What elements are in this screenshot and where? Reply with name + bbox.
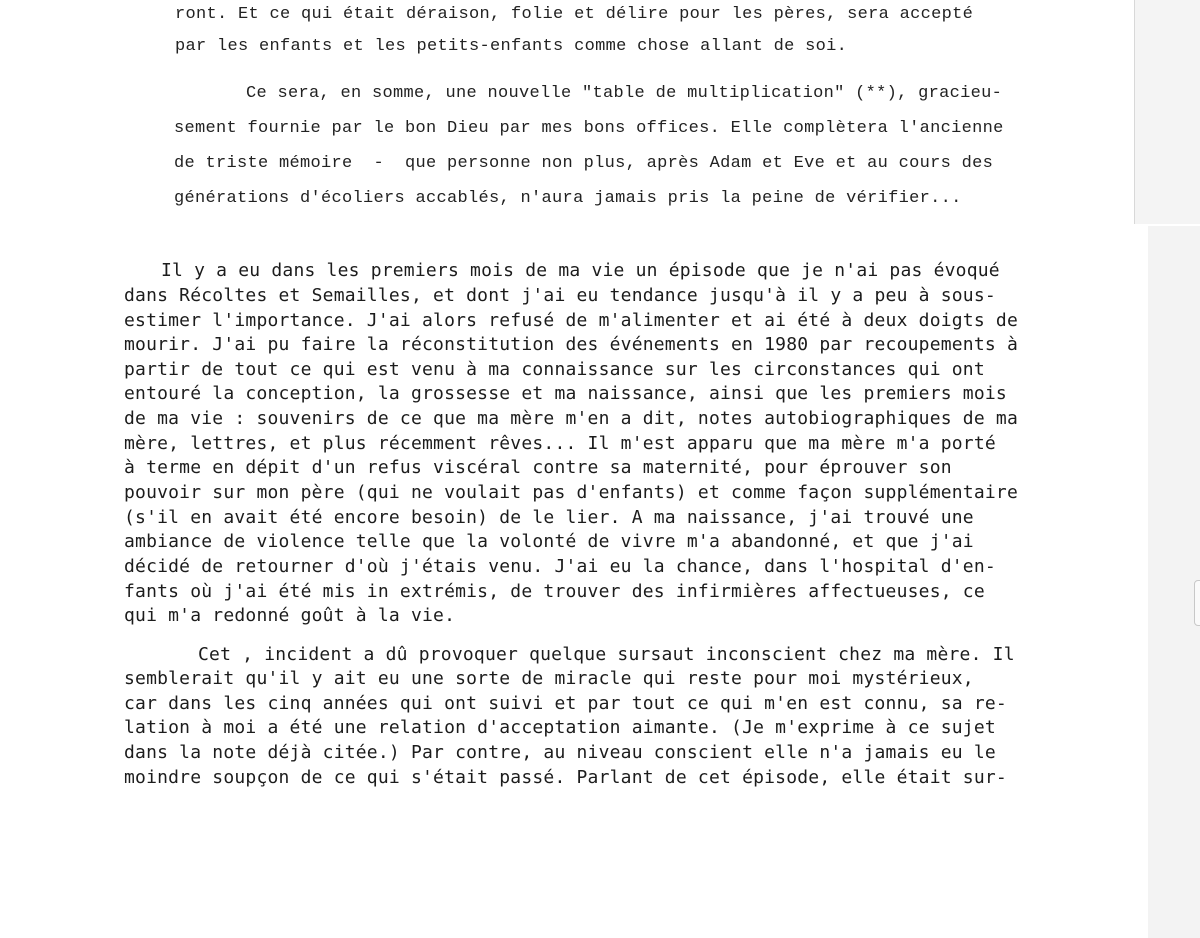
upper-p1-line: ront. Et ce qui était déraison, folie et délire pour les pères, sera accepté xyxy=(175,5,974,24)
lower-p1-line: dans Récoltes et Semailles, et dont j'ai eu tendance jusqu'à il y a peu à sous- xyxy=(124,285,996,306)
lower-p1-line: décidé de retourner d'où j'étais venu. J'ai eu la chance, dans l'hospital d'en- xyxy=(124,556,996,577)
lower-p1-line: mourir. J'ai pu faire la réconstitution des événements en 1980 par recoupements à xyxy=(124,334,1018,355)
upper-p2-line: Ce sera, en somme, une nouvelle "table de multiplication" (**), gracieu- xyxy=(246,84,1003,103)
lower-p1-line: à terme en dépit d'un refus viscéral contre sa maternité, pour éprouver son xyxy=(124,457,952,478)
lower-p2-line: lation à moi a été une relation d'acceptation aimante. (Je m'exprime à ce sujet xyxy=(124,717,996,738)
lower-p2-line: car dans les cinq années qui ont suivi et par tout ce qui m'en est connu, sa re- xyxy=(124,693,1007,714)
upper-page xyxy=(0,0,1134,224)
upper-p2-line: de triste mémoire - que personne non plus, après Adam et Eve et au cours des xyxy=(174,154,994,173)
lower-p2-line: semblerait qu'il y ait eu une sorte de miracle qui reste pour moi mystérieux, xyxy=(124,668,974,689)
lower-p1-line: de ma vie : souvenirs de ce que ma mère m'en a dit, notes autobiographiques de ma xyxy=(124,408,1018,429)
lower-p2-line: moindre soupçon de ce qui s'était passé. Parlant de cet épisode, elle était sur- xyxy=(124,767,1007,788)
upper-p1-line: par les enfants et les petits-enfants comme chose allant de soi. xyxy=(175,37,848,56)
lower-p1-line: qui m'a redonné goût à la vie. xyxy=(124,605,456,626)
lower-p1-line: entouré la conception, la grossesse et ma naissance, ainsi que les premiers mois xyxy=(124,383,1007,404)
lower-p1-line: fants où j'ai été mis in extrémis, de trouver des infirmières affectueuses, ce xyxy=(124,581,985,602)
upper-p2-line: générations d'écoliers accablés, n'aura jamais pris la peine de vérifier... xyxy=(174,189,962,208)
lower-p1-line: Il y a eu dans les premiers mois de ma vie un épisode que je n'ai pas évoqué xyxy=(161,260,1000,281)
lower-p1-line: mère, lettres, et plus récemment rêves... Il m'est apparu que ma mère m'a porté xyxy=(124,433,996,454)
lower-p2-line: dans la note déjà citée.) Par contre, au niveau conscient elle n'a jamais eu le xyxy=(124,742,996,763)
lower-p2-line: Cet , incident a dû provoquer quelque sursaut inconscient chez ma mère. Il xyxy=(198,644,1015,665)
lower-page-margin xyxy=(1148,226,1200,938)
lower-p1-line: pouvoir sur mon père (qui ne voulait pas d'enfants) et comme façon supplémentaire xyxy=(124,482,1018,503)
lower-p1-line: partir de tout ce qui est venu à ma connaissance sur les circonstances qui ont xyxy=(124,359,985,380)
lower-p1-line: (s'il en avait été encore besoin) de le lier. A ma naissance, j'ai trouvé une xyxy=(124,507,974,528)
scrollbar-thumb[interactable] xyxy=(1194,580,1200,626)
upper-p2-line: sement fournie par le bon Dieu par mes bons offices. Elle complètera l'ancienne xyxy=(174,119,1004,138)
lower-p1-line: ambiance de violence telle que la volonté de vivre m'a abandonné, et que j'ai xyxy=(124,531,974,552)
upper-page-margin xyxy=(1134,0,1200,224)
lower-p1-line: estimer l'importance. J'ai alors refusé de m'alimenter et ai été à deux doigts de xyxy=(124,310,1018,331)
lower-page xyxy=(0,226,1148,938)
